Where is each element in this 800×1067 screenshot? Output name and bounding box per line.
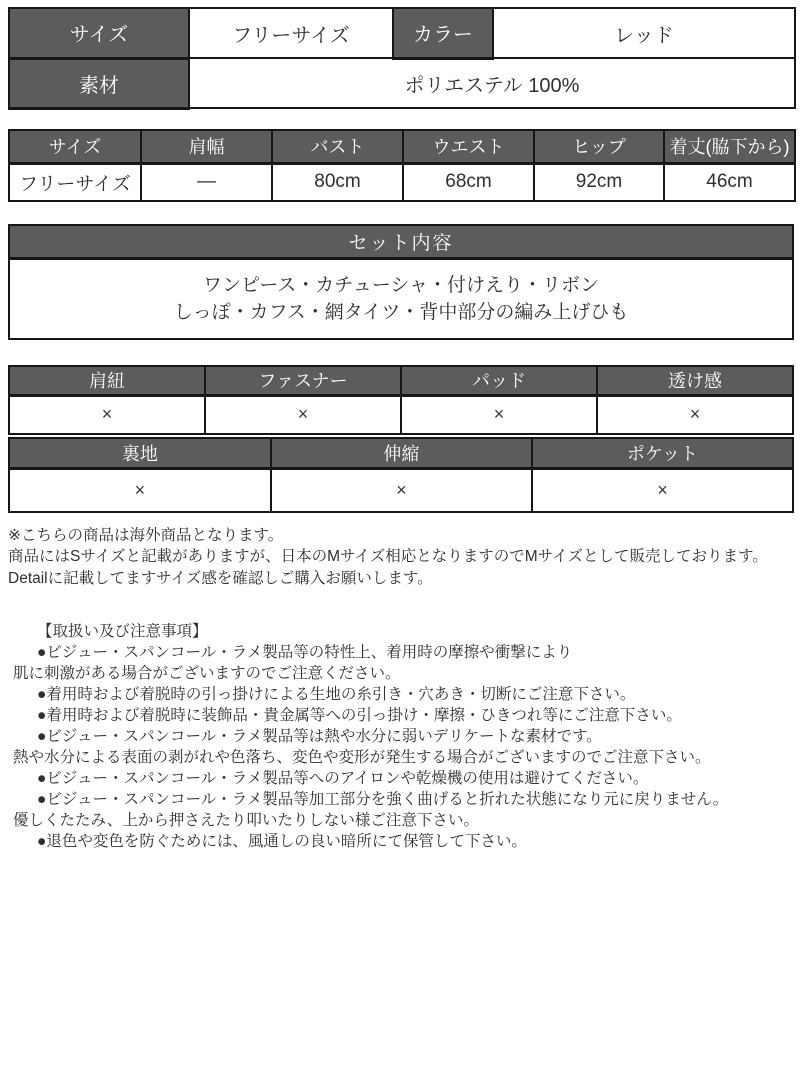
cell-bust: 80cm [272,164,403,201]
feature-b-header-row [9,438,793,469]
cell-shoulder: ― [141,164,272,201]
care-line: ●ビジュー・スパンコール・ラメ製品等の特性上、着用時の摩擦や衝撃により [37,644,573,661]
set-contents-body [9,259,793,339]
measurements-header-row [9,130,795,164]
cell-waist: 68cm [403,164,534,201]
col-hip: ヒップ [534,130,664,164]
feature-table-a [8,365,794,435]
size-label: サイズ [9,8,189,58]
care-line: 優しくたたみ、上から押さえたり叩いたりしない様ご注意下さい。 [13,812,479,829]
note-line: Detailに記載してますサイズ感を確認しご購入お願いします。 [8,569,433,587]
care-line: ●着用時および着脱時の引っ掛けによる生地の糸引き・穴あき・切断にご注意下さい。 [37,686,636,703]
col-shoulder-strap: 肩紐 [9,366,205,396]
value-pocket: × [532,469,793,512]
col-stretch: 伸縮 [271,438,532,469]
col-fastener: ファスナー [205,366,401,396]
spec-table [8,7,796,110]
color-label: カラー [393,8,493,58]
material-label: 素材 [9,58,189,108]
care-line: 熱や水分による表面の剥がれや色落ち、変色や変形が発生する場合がございますのでご注意下さい。 [13,749,711,766]
cell-length: 46cm [664,164,795,201]
care-line: ●ビジュー・スパンコール・ラメ製品等は熱や水分に弱いデリケートな素材です。 [37,728,602,745]
value-sheerness: × [597,396,793,434]
color-value: レッド [493,8,795,58]
feature-a-header-row [9,366,793,396]
care-line: ●ビジュー・スパンコール・ラメ製品等へのアイロンや乾燥機の使用は避けてください。 [37,770,649,787]
spec-row-material [9,58,795,108]
spec-row-size-color [9,8,795,58]
material-value: ポリエステル 100% [189,58,795,108]
value-shoulder-strap: × [9,396,205,434]
col-length: 着丈(脇下から) [664,130,795,164]
col-pocket: ポケット [532,438,793,469]
care-line: ●退色や変色を防ぐためには、風通しの良い暗所にて保管して下さい。 [37,833,527,850]
care-instructions [8,621,794,852]
measurements-table [8,129,796,202]
cell-size: フリーサイズ [9,164,141,201]
set-contents-line-2: しっぽ・カフス・網タイツ・背中部分の編み上げひも [173,301,629,323]
col-bust: バスト [272,130,403,164]
overseas-notes [8,525,794,590]
value-stretch: × [271,469,532,512]
note-line: 商品にはSサイズと記載がありますが、日本のMサイズ相応となりますのでMサイズとして販売しております。 [8,548,768,565]
set-contents-title: セット内容 [9,225,793,259]
col-lining: 裏地 [9,438,271,469]
measurements-data-row [9,164,795,201]
cell-hip: 92cm [534,164,664,201]
value-lining: × [9,469,271,512]
care-line: ●ビジュー・スパンコール・ラメ製品等加工部分を強く曲げると折れた状態になり元に戻りません。 [37,791,729,808]
care-line: 肌に刺激がある場合がございますのでご注意ください。 [13,665,401,682]
col-waist: ウエスト [403,130,534,164]
col-sheerness: 透け感 [597,366,793,396]
care-title: 【取扱い及び注意事項】 [37,623,208,640]
set-contents-header-row [9,225,793,259]
set-contents-line-1: ワンピース・カチューシャ・付けえり・リボン [203,274,599,296]
feature-a-value-row [9,396,793,434]
feature-table-b [8,437,794,513]
col-size: サイズ [9,130,141,164]
col-pad: パッド [401,366,597,396]
col-shoulder: 肩幅 [141,130,272,164]
care-line: ●着用時および着脱時に装飾品・貴金属等への引っ掛け・摩擦・ひきつれ等にご注意下さい。 [37,707,682,724]
set-contents-body-row [9,259,793,339]
note-line: ※こちらの商品は海外商品となります。 [8,526,284,544]
value-pad: × [401,396,597,434]
feature-b-value-row [9,469,793,512]
value-fastener: × [205,396,401,434]
size-value: フリーサイズ [189,8,393,58]
set-contents-table [8,224,794,340]
